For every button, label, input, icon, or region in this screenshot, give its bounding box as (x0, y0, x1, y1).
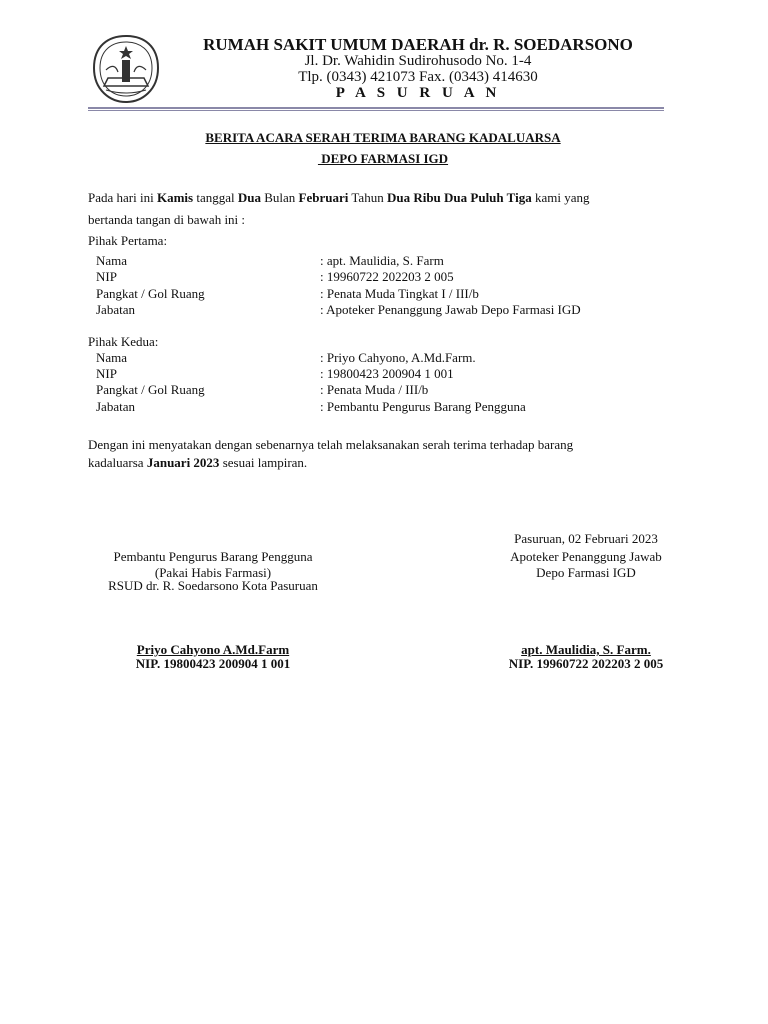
city-emblem-icon (92, 34, 160, 104)
first-party-rank-label: Pangkat / Gol Ruang (96, 286, 205, 301)
hospital-address: Jl. Dr. Wahidin Sudirohusodo No. 1-4 (304, 53, 532, 69)
statement-paragraph: Dengan ini menyatakan dengan sebenarnya telah melaksanakan serah terima terhadap barang kadaluarsa Januari 2023 sesuai lampiran. (88, 437, 574, 470)
right-signer-role: Apoteker Penanggung Jawab (510, 549, 662, 564)
second-party-nip-label: NIP (96, 366, 117, 381)
date-words: Dua (237, 190, 261, 205)
left-signer-institution: RSUD dr. R. Soedarsono Kota Pasuruan (108, 578, 318, 593)
second-party-position-label: Jabatan (96, 399, 135, 414)
hospital-phone: Tlp. (0343) 421073 Fax. (0343) 414630 (298, 69, 538, 85)
first-party-name-label: Nama (96, 253, 128, 268)
hospital-name: RUMAH SAKIT UMUM DAERAH dr. R. SOEDARSONO (203, 35, 633, 54)
second-party-name-value: : Priyo Cahyono, A.Md.Farm. (320, 350, 476, 365)
second-party-rank-value: : Penata Muda / III/b (320, 382, 429, 397)
first-party-position-label: Jabatan (96, 302, 135, 317)
first-party-position-value: : Apoteker Penanggung Jawab Depo Farmasi IGD (320, 302, 581, 317)
second-party-heading: Pihak Kedua: (88, 334, 159, 349)
left-signer-role: Pembantu Pengurus Barang Pengguna (113, 549, 313, 564)
place-date: Pasuruan, 02 Februari 2023 (514, 531, 658, 546)
right-signer-unit: Depo Farmasi IGD (536, 565, 636, 580)
letterhead-divider-thin (88, 110, 664, 111)
right-signer-nip: NIP. 19960722 202203 2 005 (508, 656, 664, 671)
day-name: Kamis (156, 190, 194, 205)
left-signer-nip: NIP. 19800423 200904 1 001 (135, 656, 291, 671)
month-name: Februari (298, 190, 349, 205)
year-words: Dua Ribu Dua Puluh Tiga (386, 190, 532, 205)
hospital-city: P A S U R U A N (335, 85, 501, 101)
first-party-name-value: : apt. Maulidia, S. Farm (320, 253, 444, 268)
document-subtitle: DEPO FARMASI IGD (317, 151, 449, 166)
first-party-rank-value: : Penata Muda Tingkat I / III/b (320, 286, 479, 301)
left-signer-role-detail: (Pakai Habis Farmasi) (154, 565, 272, 580)
document-title: BERITA ACARA SERAH TERIMA BARANG KADALUARSA (205, 130, 561, 145)
opening-paragraph: Pada hari ini Kamis tanggal Dua Bulan Februari Tahun Dua Ribu Dua Puluh Tiga kami yang bertanda tangan di bawah ini : (88, 190, 590, 227)
period: Januari 2023 (146, 455, 220, 470)
left-signer-name: Priyo Cahyono A.Md.Farm (136, 642, 290, 657)
first-party-nip-label: NIP (96, 269, 117, 284)
letterhead-divider (88, 107, 664, 109)
second-party-nip-value: : 19800423 200904 1 001 (320, 366, 454, 381)
first-party-nip-value: : 19960722 202203 2 005 (320, 269, 454, 284)
second-party-position-value: : Pembantu Pengurus Barang Pengguna (320, 399, 526, 414)
second-party-rank-label: Pangkat / Gol Ruang (96, 382, 205, 397)
second-party-name-label: Nama (96, 350, 128, 365)
first-party-heading: Pihak Pertama: (88, 233, 168, 248)
right-signer-name: apt. Maulidia, S. Farm. (521, 642, 651, 657)
